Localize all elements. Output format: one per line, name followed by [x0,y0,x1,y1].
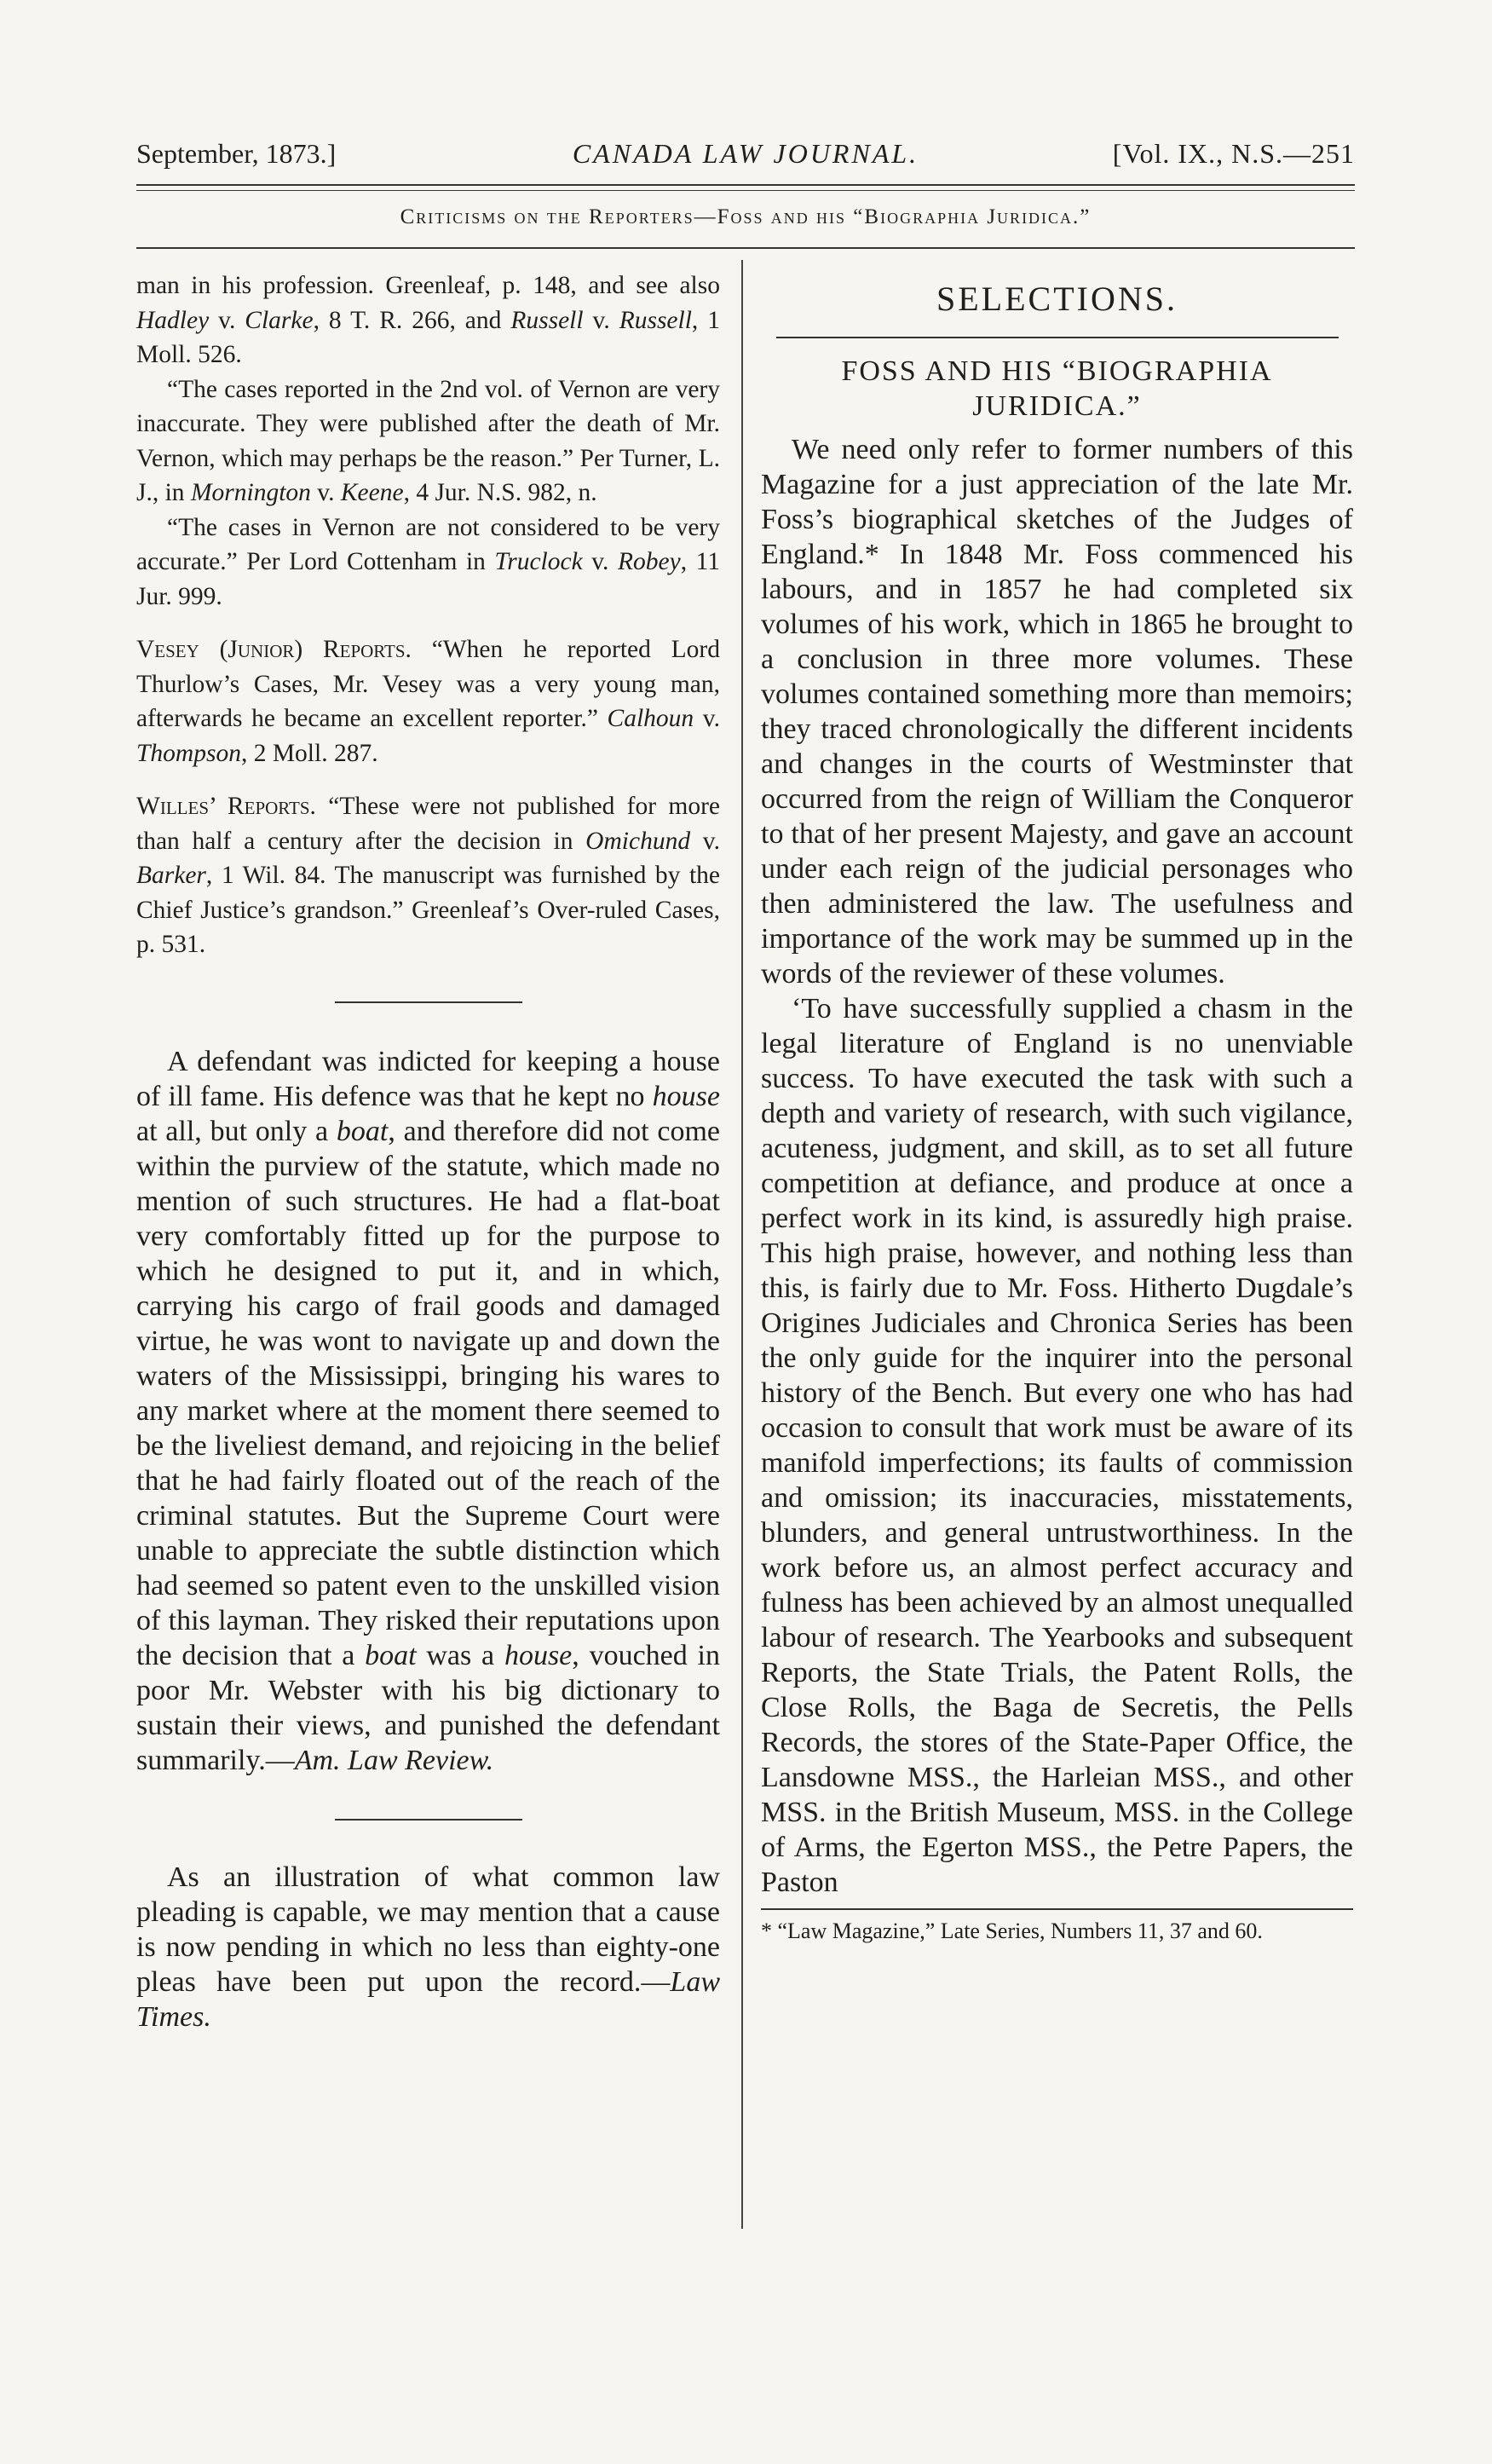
paragraph-vesey-reports: Vesey (Junior) Reports. “When he reported Lord Thurlow’s Cases, Mr. Vesey was a very young man, afterwards he became an excellent reporter.” Calhoun v. Thompson, 2 Moll. 287. [136,636,720,767]
paragraph-eighty-one-pleas: As an illustration of what common law pleading is capable, we may mention that a cause is now pending in which no less than eighty-one pleas have been put upon the record.—Law Times. [136,1861,720,2033]
paragraph-foss-intro: We need only refer to former numbers of this Magazine for a just appreciation of the late Mr. Foss’s biographical sketches of the Judges of England.* In 1848 Mr. Foss commenced his labours, and in 1857 he had completed six volumes of his work, which in 1865 he brought to a conclusion in three more volumes. These volumes contained something more than memoirs; they traced chronologically the different incidents and changes in the courts of Westminster that occurred from the reign of William the Conqueror to that of her present Majesty, and gave an account under each reign of the judicial personages who then administered the law. The usefulness and importance of the work may be summed up in the words of the reviewer of these volumes. [761,434,1353,990]
section-heading: SELECTIONS. [936,280,1178,318]
right-column [761,268,1353,1946]
footnote: * “Law Magazine,” Late Series, Numbers 11, 37 and 60. [761,1919,1263,1943]
volume-page-number: [Vol. IX., N.S.—251 [1112,138,1355,169]
paragraph-greenleaf-citation: man in his profession. Greenleaf, p. 148, and see also Hadley v. Clarke, 8 T. R. 266, and Russell v. Russell, 1 Moll. 526. [136,272,720,368]
footnote-rule [761,1908,1353,1910]
paragraph-willes-reports: Willes’ Reports. “These were not published for more than half a century after the decision in Omichund v. Barker, 1 Wil. 84. The manuscript was furnished by the Chief Justice’s grandson.” Greenleaf’s Over-ruled Cases, p. 531. [136,793,720,958]
paragraph-vernon-cottenham: “The cases in Vernon are not considered to be very accurate.” Per Lord Cottenham in Truclock v. Robey, 11 Jur. 999. [136,513,720,610]
column-divider [741,260,743,2229]
separator-rule [335,1001,522,1003]
paragraph-reviewer-quote: ‘To have successfully supplied a chasm in the legal literature of England is no unenviable success. To have executed the task with such a depth and variety of research, with such vigilance, acuteness, judgment, and skill, as to set all future competition at defiance, and produce at once a perfect work in its kind, is assuredly high praise. This high praise, however, and nothing less than this, is fairly due to Mr. Foss. Hitherto Dugdale’s Origines Judiciales and Chronica Series has been the only guide for the inquirer into the personal history of the Bench. But every one who has had occasion to consult that work must be aware of its manifold imperfections; its faults of commission and omission; its inaccuracies, misstatements, blunders, and general untrustworthiness. In the work before us, an almost perfect accuracy and fulness has been achieved by an almost unequalled labour of research. The Yearbooks and subsequent Reports, the State Trials, the Patent Rolls, the Close Rolls, the Baga de Secretis, the Pells Records, the stores of the State-Paper Office, the Lansdowne MSS., the Harleian MSS., and other MSS. in the British Museum, MSS. in the College of Arms, the Egerton MSS., the Petre Papers, the Paston [761,993,1353,1898]
journal-title: CANADA LAW JOURNAL. [572,138,919,169]
running-title: Criticisms on the Reporters—Foss and his “Biographia Juridica.” [400,205,1092,228]
article-title: FOSS AND HIS “BIOGRAPHIA JURIDICA.” [841,355,1273,422]
running-title-rule [136,247,1355,249]
paragraph-flat-boat-case: A defendant was indicted for keeping a house of ill fame. His defence was that he kept no house at all, but only a boat, and therefore did not come within the purview of the statute, which made no mention of such structures. He had a flat-boat very comfortably fitted up for the purpose to which he designed to put it, and in which, carrying his cargo of frail goods and damaged virtue, he was wont to navigate up and down the waters of the Mississippi, bringing his wares to any market where at the moment there seemed to be the liveliest demand, and rejoicing in the belief that he had fairly floated out of the reach of the criminal statutes. But the Supreme Court were unable to appreciate the subtle distinction which had seemed so patent even to the unskilled vision of this layman. They risked their reputations upon the decision that a boat was a house, vouched in poor Mr. Webster with his big dictionary to sustain their views, and punished the defendant summarily.—Am. Law Review. [136,1045,721,1776]
paragraph-vernon-turner: “The cases reported in the 2nd vol. of Vernon are very inaccurate. They were published after the death of Mr. Vernon, which may perhaps be the reason.” Per Turner, L. J., in Mornington v. Keene, 4 Jur. N.S. 982, n. [136,375,720,506]
header-double-rule [136,184,1355,191]
section-heading-rule [776,337,1339,338]
issue-date: September, 1873.] [136,138,337,169]
separator-rule [335,1819,522,1821]
left-column [136,268,720,2034]
page-header [136,128,1355,179]
